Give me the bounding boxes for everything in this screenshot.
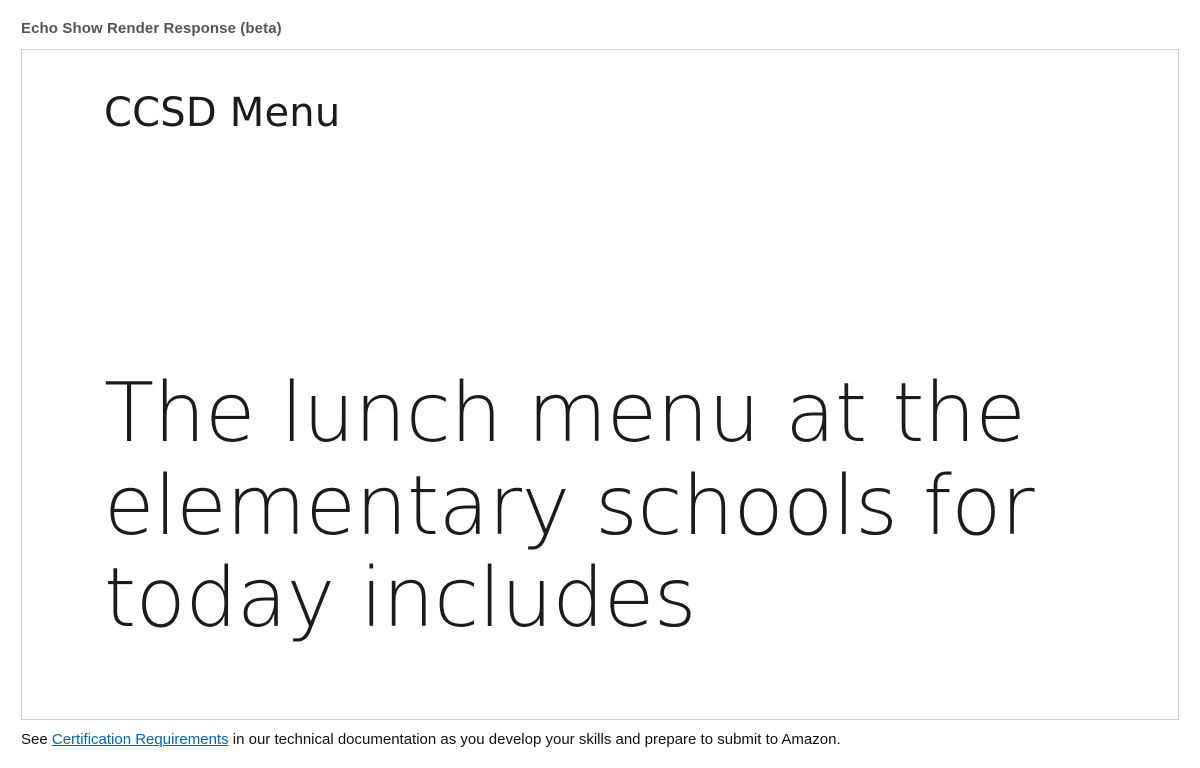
skill-title: CCSD Menu	[104, 90, 341, 136]
certification-note-suffix: in our technical documentation as you develop your skills and prepare to submit to Amazon.	[228, 731, 841, 748]
render-response-frame	[21, 49, 1179, 720]
certification-note-prefix: See	[21, 731, 52, 748]
certification-note	[21, 731, 841, 748]
primary-text: The lunch menu at the elementary schools for today includes	[104, 366, 1035, 647]
certification-requirements-link[interactable]: Certification Requirements	[51, 731, 229, 748]
device-screen	[22, 50, 1178, 719]
panel-title: Echo Show Render Response (beta)	[21, 20, 282, 37]
